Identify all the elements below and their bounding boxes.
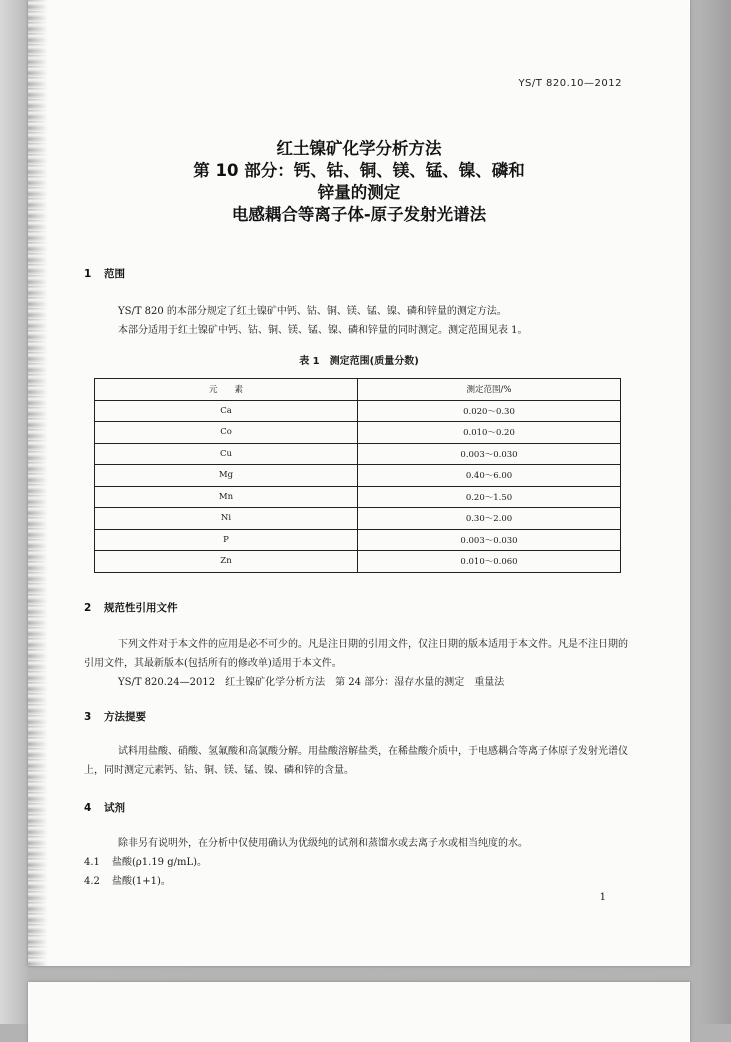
header-element: 元 素 <box>95 379 358 401</box>
table-row <box>95 508 621 530</box>
range-cell: 0.003～0.030 <box>358 443 621 465</box>
range-cell: 0.010～0.20 <box>358 422 621 444</box>
method-summary-paragraph <box>84 742 636 780</box>
title-line: 锌量的测定 <box>317 183 401 202</box>
header-range: 测定范围/% <box>358 379 621 401</box>
table-row <box>95 529 621 551</box>
paragraph: YS/T 820 的本部分规定了红土镍矿中钙、钴、铜、镁、锰、镍、磷和锌量的测定方法。 <box>118 306 507 317</box>
element-cell: Ca <box>95 400 358 422</box>
clause-number: 4.2 <box>84 876 100 887</box>
references-paragraphs <box>84 635 636 692</box>
element-cell: Cu <box>95 443 358 465</box>
range-cell: 0.20～1.50 <box>358 486 621 508</box>
page <box>28 0 690 966</box>
clause-number: 4.1 <box>84 857 100 868</box>
measurement-range-table <box>94 378 621 573</box>
element-cell: Mg <box>95 465 358 487</box>
page-number: 1 <box>599 892 606 903</box>
table-row <box>95 465 621 487</box>
scope-paragraphs <box>84 302 636 340</box>
scan-edge-artifact <box>28 0 48 966</box>
section-heading-method-summary <box>84 709 146 724</box>
section-number: 3 <box>84 711 92 723</box>
element-cell: P <box>95 529 358 551</box>
section-heading-reagents <box>84 800 125 815</box>
section-number: 2 <box>84 602 92 614</box>
clause-text: 盐酸(1+1)。 <box>112 876 171 887</box>
paragraph: 试料用盐酸、硝酸、氢氟酸和高氯酸分解。用盐酸溶解盐类，在稀盐酸介质中，于电感耦合等离子体原子发射光谱仪上，同时测定元素钙、钴、铜、镁、锰、镍、磷和锌的含量。 <box>84 746 628 776</box>
next-page <box>28 982 690 1042</box>
section-title: 试剂 <box>104 802 125 814</box>
section-number: 1 <box>84 268 92 280</box>
section-number: 4 <box>84 802 92 814</box>
element-cell: Ni <box>95 508 358 530</box>
paragraph: 下列文件对于本文件的应用是必不可少的。凡是注日期的引用文件，仅注日期的版本适用于本文件。凡是不注日期的引用文件，其最新版本(包括所有的修改单)适用于本文件。 <box>84 639 628 669</box>
reagents-paragraph <box>84 834 636 853</box>
title-line: 第 10 部分：钙、钴、铜、镁、锰、镍、磷和 <box>193 161 525 180</box>
element-cell: Mn <box>95 486 358 508</box>
section-heading-scope <box>84 266 125 281</box>
table-row <box>95 400 621 422</box>
table-row <box>95 551 621 573</box>
section-heading-normative-references <box>84 600 178 615</box>
range-cell: 0.30～2.00 <box>358 508 621 530</box>
standard-number: YS/T 820.10—2012 <box>518 78 622 89</box>
title-line: 电感耦合等离子体-原子发射光谱法 <box>231 205 487 224</box>
range-cell: 0.010～0.060 <box>358 551 621 573</box>
table-row <box>95 422 621 444</box>
range-cell: 0.003～0.030 <box>358 529 621 551</box>
clause-text: 盐酸(ρ1.19 g/mL)。 <box>112 857 208 868</box>
paragraph: 除非另有说明外，在分析中仅使用确认为优级纯的试剂和蒸馏水或去离子水或相当纯度的水。 <box>118 838 528 849</box>
title-line: 红土镍矿化学分析方法 <box>276 139 442 158</box>
range-cell: 0.020～0.30 <box>358 400 621 422</box>
clause-4-1 <box>84 853 207 872</box>
table-row <box>95 486 621 508</box>
table-caption: 表 1 测定范围(质量分数) <box>299 356 419 367</box>
clause-4-2 <box>84 872 171 891</box>
table-header-row <box>95 379 621 401</box>
paragraph: 本部分适用于红土镍矿中钙、钴、铜、镁、锰、镍、磷和锌量的同时测定。测定范围见表 1。 <box>118 325 528 336</box>
range-cell: 0.40～6.00 <box>358 465 621 487</box>
reference-item: YS/T 820.24—2012 红土镍矿化学分析方法 第 24 部分：湿存水量的测定 重量法 <box>118 677 505 688</box>
element-cell: Zn <box>95 551 358 573</box>
section-title: 范围 <box>104 268 125 280</box>
section-title: 方法提要 <box>104 711 146 723</box>
document-title <box>28 138 690 226</box>
element-cell: Co <box>95 422 358 444</box>
table-row <box>95 443 621 465</box>
section-title: 规范性引用文件 <box>104 602 178 614</box>
